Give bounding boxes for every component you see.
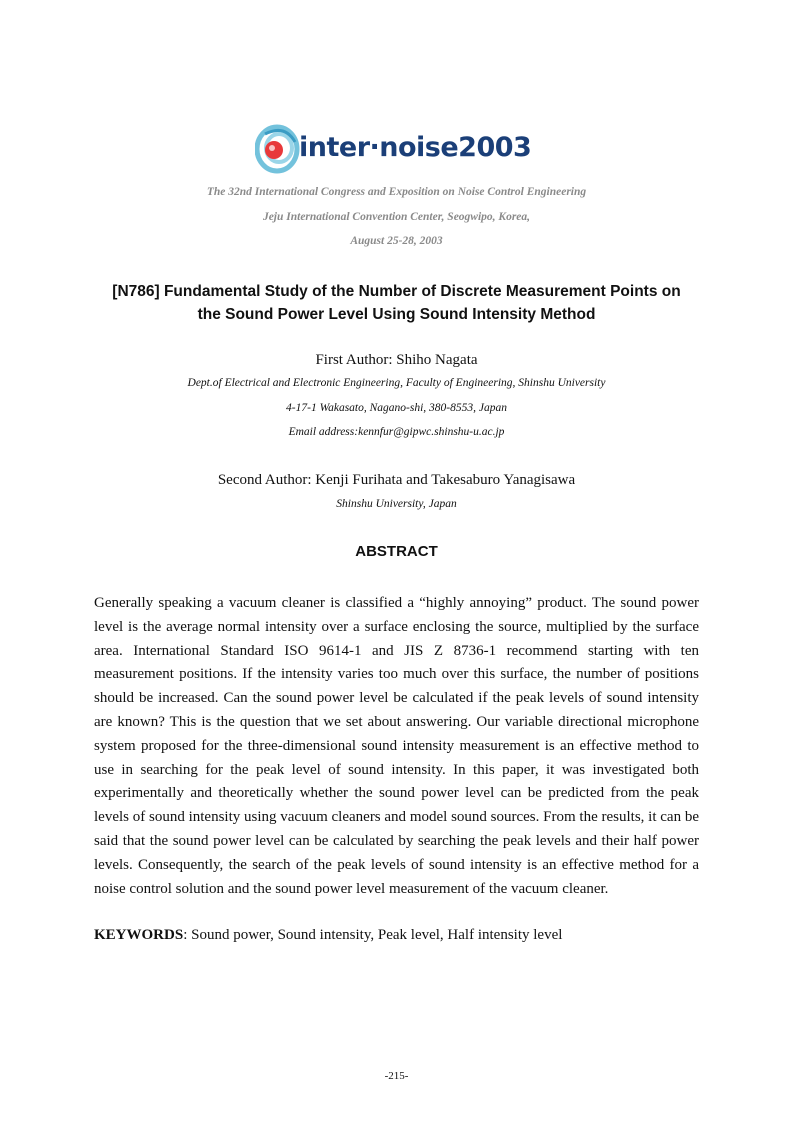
keywords-text: : Sound power, Sound intensity, Peak level, Half intensity level — [183, 927, 563, 943]
logo-text: inter·noise2003 — [299, 132, 532, 163]
keywords-label: KEYWORDS — [94, 927, 184, 943]
second-author-affiliation: Shinshu University, Japan — [336, 498, 457, 510]
page-number: -215- — [384, 1070, 409, 1082]
second-author-name: Second Author: Kenji Furihata and Takesaburo Yanagisawa — [217, 472, 576, 488]
first-author-address: 4-17-1 Wakasato, Nagano-shi, 380-8553, Japan — [286, 402, 507, 414]
first-author-email: Email address:kennfur@gipwc.shinshu-u.ac.jp — [288, 426, 505, 438]
keywords — [94, 927, 699, 944]
conference-logo — [255, 120, 545, 178]
first-author-name: First Author: Shiho Nagata — [315, 352, 478, 368]
abstract-heading: ABSTRACT — [355, 543, 438, 560]
first-author-dept: Dept.of Electrical and Electronic Engineering, Faculty of Engineering, Shinshu University — [187, 377, 606, 389]
conference-name: The 32nd International Congress and Exposition on Noise Control Engineering — [206, 186, 587, 198]
abstract-body: Generally speaking a vacuum cleaner is classified a “highly annoying” product. The sound power level is the average normal intensity over a surface enclosing the source, multiplied by the surface area. International Standard ISO 9614-1 and JIS Z 8736-1 recommend starting with ten measurement positions. If the intensity varies too much over this surface, the number of positions should be increased. Can the sound power level be calculated if the peak levels of sound intensity are known? This is the question that we set about answering. Our variable directional microphone system proposed for the three-dimensional sound intensity measurement is an effective method to use in searching for the peak level of sound intensity. In this paper, it was investigated both experimentally and theoretically whether the sound power level can be predicted from the peak levels of sound intensity using vacuum cleaners and model sound sources. From the results, it can be said that the sound power level can be calculated by searching the peak levels and their half power levels. Consequently, the search of the peak levels of sound intensity is an effective method for a noise control solution and the sound power level measurement of the vacuum cleaner. — [94, 595, 699, 897]
paper-title — [60, 280, 733, 326]
title-line-2: the Sound Power Level Using Sound Intensity Method — [197, 306, 596, 323]
title-line-1: [N786] Fundamental Study of the Number of Discrete Measurement Points on — [112, 283, 681, 300]
conference-dates: August 25-28, 2003 — [350, 235, 443, 247]
conference-venue: Jeju International Convention Center, Seogwipo, Korea, — [262, 211, 531, 223]
swirl-logo-icon — [255, 120, 303, 178]
